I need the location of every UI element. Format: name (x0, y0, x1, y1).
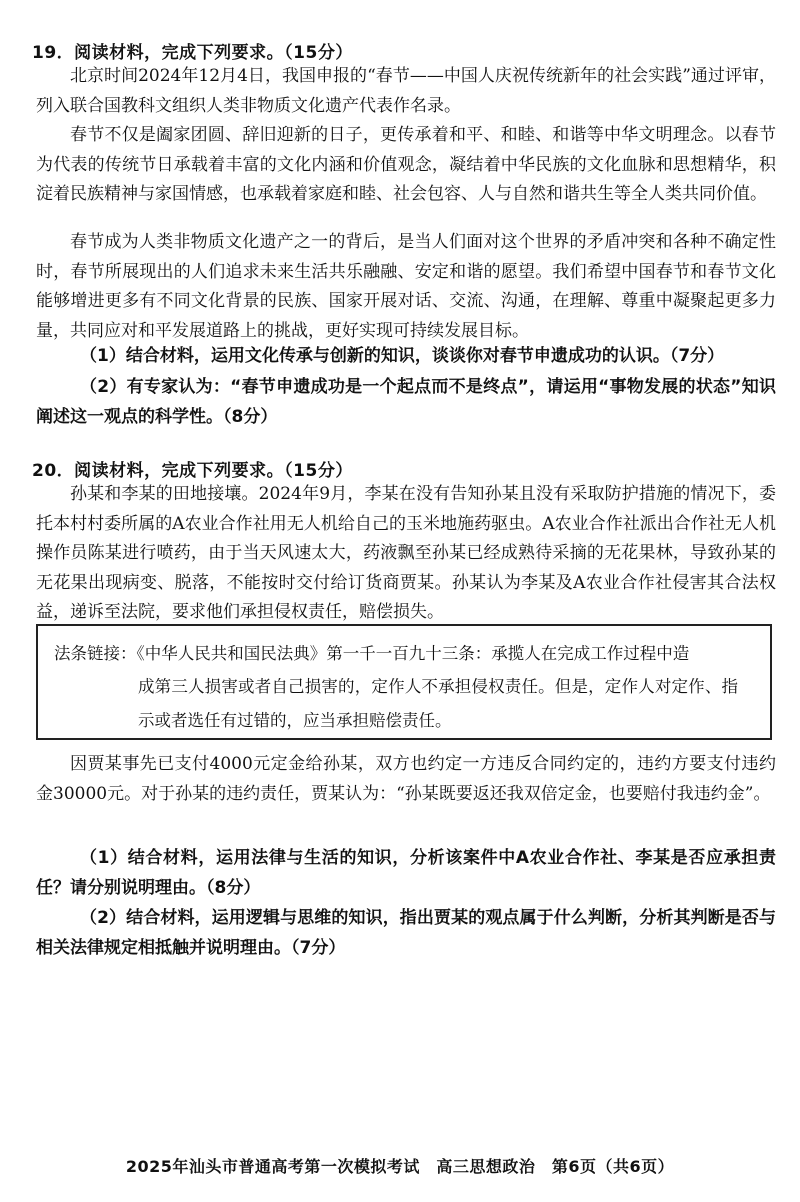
q19-subquestion-1: （1）结合材料，运用文化传承与创新的知识，谈谈你对春节申遗成功的认识。（7分） (80, 346, 725, 366)
law-citation-first-line (54, 640, 689, 668)
page-footer: 2025年汕头市普通高考第一次模拟考试 高三思想政治 第6页（共6页） (125, 1157, 675, 1176)
q19-subquestion-2: （2）有专家认为：“春节申遗成功是一个起点而不是终点”，请运用“事物发展的状态”知识阐述这一观点的科学性。（8分） (36, 377, 776, 427)
law-citation-box (36, 624, 772, 740)
question-19-heading: 19．阅读材料，完成下列要求。（15分） (32, 43, 353, 63)
q19-paragraph-3: 春节成为人类非物质文化遗产之一的背后，是当人们面对这个世界的矛盾冲突和各种不确定性时，春节所展现出的人们追求未来生活共乐融融、安定和谐的愿望。我们希望中国春节和春节文化能够增进更多有不同文化背景的民族、国家开展对话、交流、沟通，在理解、尊重中凝聚起更多力量，共同应对和平发展道路上的挑战，更好实现可持续发展目标。 (36, 232, 776, 341)
q19-paragraph-1: 北京时间2024年12月4日，我国申报的“春节——中国人庆祝传统新年的社会实践”通过评审，列入联合国教科文组织人类非物质文化遗产代表作名录。 (36, 66, 776, 116)
q19-paragraph-2: 春节不仅是阖家团圆、辞旧迎新的日子，更传承着和平、和睦、和谐等中华文明理念。以春节为代表的传统节日承载着丰富的文化内涵和价值观念，凝结着中华民族的文化血脉和思想精华，积淀着民族精神与家国情感，也承载着家庭和睦、社会包容、人与自然和谐共生等全人类共同价值。 (36, 125, 776, 204)
law-citation-label: 法条链接： (54, 644, 137, 663)
law-citation-article: 《中华人民共和国民法典》第一千一百九十三条：承揽人在完成工作过程中造 (136, 644, 690, 663)
law-citation-continuation: 成第三人损害或者自己损害的，定作人不承担侵权责任。但是，定作人对定作、指示或者选任有过错的，应当承担赔偿责任。 (138, 677, 738, 730)
q20-paragraph-2: 因贾某事先已支付4000元定金给孙某，双方也约定一方违反合同约定的，违约方要支付违约金30000元。对于孙某的违约责任，贾某认为：“孙某既要返还我双倍定金，也要赔付我违约金”。 (36, 754, 776, 804)
question-20-heading: 20．阅读材料，完成下列要求。（15分） (32, 461, 353, 481)
q20-subquestion-2: （2）结合材料，运用逻辑与思维的知识，指出贾某的观点属于什么判断，分析其判断是否与相关法律规定相抵触并说明理由。（7分） (36, 908, 776, 958)
q20-subquestion-1: （1）结合材料，运用法律与生活的知识，分析该案件中A农业合作社、李某是否应承担责任？请分别说明理由。（8分） (36, 848, 776, 898)
q20-paragraph-1: 孙某和李某的田地接壤。2024年9月，李某在没有告知孙某且没有采取防护措施的情况下，委托本村村委所属的A农业合作社用无人机给自己的玉米地施药驱虫。A农业合作社派出合作社无人机操作员陈某进行喷药，由于当天风速太大，药液飘至孙某已经成熟待采摘的无花果林，导致孙某的无花果出现病变、脱落，不能按时交付给订货商贾某。孙某认为李某及A农业合作社侵害其合法权益，递诉至法院，要求他们承担侵权责任，赔偿损失。 (36, 484, 776, 622)
